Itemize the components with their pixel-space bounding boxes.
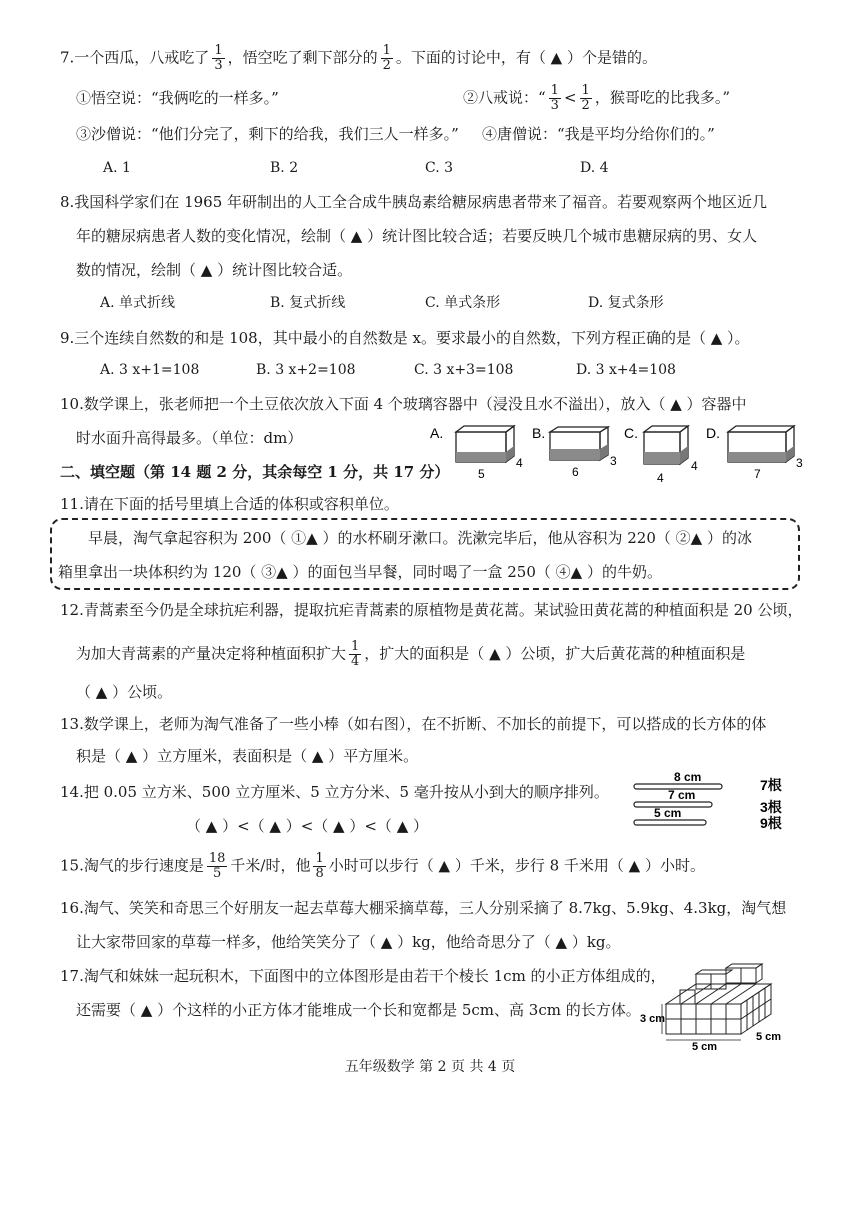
container-c-label: C.	[624, 425, 638, 441]
section-2-title: 二、填空题（第 14 题 2 分，其余每空 1 分，共 17 分）	[60, 463, 450, 481]
q10-containers-figure	[430, 418, 810, 488]
q9-option-b: B. 3 x+2=108	[256, 362, 356, 378]
container-a-label: A.	[430, 425, 444, 441]
container-d-label: D.	[706, 425, 720, 441]
stick-8cm	[634, 770, 782, 793]
q14-line-2: （ ▲ ）<（ ▲ ）<（ ▲ ）<（ ▲ ）	[186, 817, 428, 835]
q13-line-1: 13.数学课上，老师为淘气准备了一些小棒（如右图），在不折断、不加长的前提下，可以搭成的长方体的体	[60, 715, 767, 733]
q15-fraction-1: $\frac{18}{5}$	[208, 851, 226, 881]
stick-8cm-count: 7根	[760, 777, 782, 793]
stick-5cm-length: 5 cm	[654, 806, 682, 820]
q8-line-2: 年的糖尿病患者人数的变化情况，绘制（ ▲ ）统计图比较合适；若要反映几个城市患糖尿病的男、女人	[76, 227, 758, 245]
q7-fraction-2: $\frac{1}{2}$	[382, 43, 391, 73]
stick-5cm-count: 9根	[760, 815, 782, 830]
stick-7cm-length: 7 cm	[668, 788, 696, 802]
q7-statement-4: ④唐僧说：“我是平均分给你们的。”	[482, 125, 715, 143]
q13-line-2: 积是（ ▲ ）立方厘米，表面积是（ ▲ ）平方厘米。	[76, 747, 419, 765]
q9-option-a: A. 3 x+1=108	[100, 362, 200, 378]
container-a-width: 5	[478, 467, 485, 481]
q7-statement-2: ②八戒说：“ $\frac{1}{3}$ < $\frac{1}{2}$ ，猴哥吃的比我多。”	[463, 83, 730, 113]
q8-option-a: A. 单式折线	[100, 295, 176, 311]
q12-line-3: （ ▲ ）公顷。	[76, 683, 173, 701]
q7-text-c: 。下面的讨论中，有（ ▲ ）个是错的。	[395, 48, 657, 67]
container-b-width: 6	[572, 465, 579, 479]
q10-line-2: 时水面升高得最多。（单位：dm）	[76, 429, 303, 447]
q7-text-a: 7.一个西瓜，八戒吃了	[60, 48, 210, 67]
q10-line-1: 10.数学课上，张老师把一个土豆依次放入下面 4 个玻璃容器中（浸没且水不溢出），放入（ ▲ ）容器中	[60, 395, 747, 413]
q8-line-1: 8.我国科学家们在 1965 年研制出的人工全合成牛胰岛素给糖尿病患者带来了福音。若要观察两个地区近几	[60, 193, 768, 211]
container-d-width: 7	[754, 467, 761, 481]
container-b	[532, 425, 617, 479]
page-footer: 五年级数学 第 2 页 共 4 页	[344, 1059, 516, 1075]
q7-fraction-1: $\frac{1}{3}$	[214, 43, 223, 73]
container-b-label: B.	[532, 425, 546, 441]
q17-cubes-figure	[636, 962, 786, 1054]
q16-line-2: 让大家带回家的草莓一样多，他给笑笑分了（ ▲ ）kg，他给奇思分了（ ▲ ）kg。	[76, 933, 621, 951]
q17-depth-label: 5 cm	[756, 1031, 782, 1043]
q15-fraction-2: $\frac{1}{8}$	[315, 851, 324, 881]
container-d	[706, 425, 803, 481]
q16-line-1: 16.淘气、笑笑和奇思三个好朋友一起去草莓大棚采摘草莓，三人分别采摘了 8.7kg、5.9kg、4.3kg，淘气想	[60, 899, 787, 917]
container-c-width: 4	[657, 471, 664, 485]
q11-box-line-1: 早晨，淘气拿起容积为 200（ ①▲ ）的水杯刷牙漱口。洗漱完毕后，他从容积为 220（ ②▲ ）的冰	[88, 529, 752, 547]
q9-option-c: C. 3 x+3=108	[414, 362, 514, 378]
container-a-depth: 4	[516, 456, 523, 470]
q7-statement-1: ①悟空说：“我俩吃的一样多。”	[76, 89, 279, 107]
q13-sticks-figure	[628, 770, 798, 830]
q7-option-d: D. 4	[580, 160, 609, 176]
q7-text-b: ，悟空吃了剩下部分的	[227, 48, 378, 67]
q7-option-b: B. 2	[270, 160, 299, 176]
stick-7cm-count: 3根	[760, 799, 782, 815]
q12-line-1: 12.青蒿素至今仍是全球抗疟利器，提取抗疟青蒿素的原植物是黄花蒿。某试验田黄花蒿的种植面积是 20 公顷，	[60, 601, 803, 619]
q7-statement-3: ③沙僧说：“他们分完了，剩下的给我，我们三人一样多。”	[76, 125, 459, 143]
q17-width-label: 5 cm	[692, 1041, 718, 1053]
stick-8cm-length: 8 cm	[674, 770, 702, 784]
q9-option-d: D. 3 x+4=108	[576, 362, 676, 378]
q14-line-1: 14.把 0.05 立方米、500 立方厘米、5 立方分米、5 毫升按从小到大的顺序排列。	[60, 783, 609, 801]
container-b-depth: 3	[610, 454, 617, 468]
q17-line-1: 17.淘气和妹妹一起玩积木，下面图中的立体图形是由若干个棱长 1cm 的小正方体组成的，	[60, 967, 666, 985]
q9-stem: 9.三个连续自然数的和是 108，其中最小的自然数是 x。要求最小的自然数，下列方程正确的是（ ▲ ）。	[60, 329, 750, 347]
q8-option-b: B. 复式折线	[270, 295, 346, 311]
q12-line-2: 为加大青蒿素的产量决定将种植面积扩大 $\frac{1}{4}$ ，扩大的面积是（ ▲ ）公顷，扩大后黄花蒿的种植面积是	[76, 639, 746, 669]
q17-height-label: 3 cm	[640, 1013, 666, 1025]
q11-box-line-2: 箱里拿出一块体积约为 120（ ③▲ ）的面包当早餐，同时喝了一盒 250（ ④▲ ）的牛奶。	[58, 563, 662, 581]
container-d-depth: 3	[796, 456, 803, 470]
q8-line-3: 数的情况，绘制（ ▲ ）统计图比较合适。	[76, 261, 353, 279]
q12-fraction: $\frac{1}{4}$	[351, 639, 360, 669]
q8-option-c: C. 单式条形	[425, 295, 501, 311]
q7-option-a: A. 1	[103, 160, 131, 176]
container-c	[624, 425, 698, 485]
container-c-depth: 4	[691, 459, 698, 473]
q7-option-c: C. 3	[425, 160, 454, 176]
q7-stem	[60, 44, 657, 73]
q11-stem: 11.请在下面的括号里填上合适的体积或容积单位。	[60, 495, 399, 513]
q8-option-d: D. 复式条形	[588, 295, 664, 311]
q15-line: 15.淘气的步行速度是 $\frac{18}{5}$ 千米/时，他 $\frac{1}{8}$ 小时可以步行（ ▲ ）千米，步行 8 千米用（ ▲ ）小时。	[60, 851, 705, 881]
q17-line-2: 还需要（ ▲ ）个这样的小正方体才能堆成一个长和宽都是 5cm、高 3cm 的长方体。	[76, 1001, 641, 1019]
